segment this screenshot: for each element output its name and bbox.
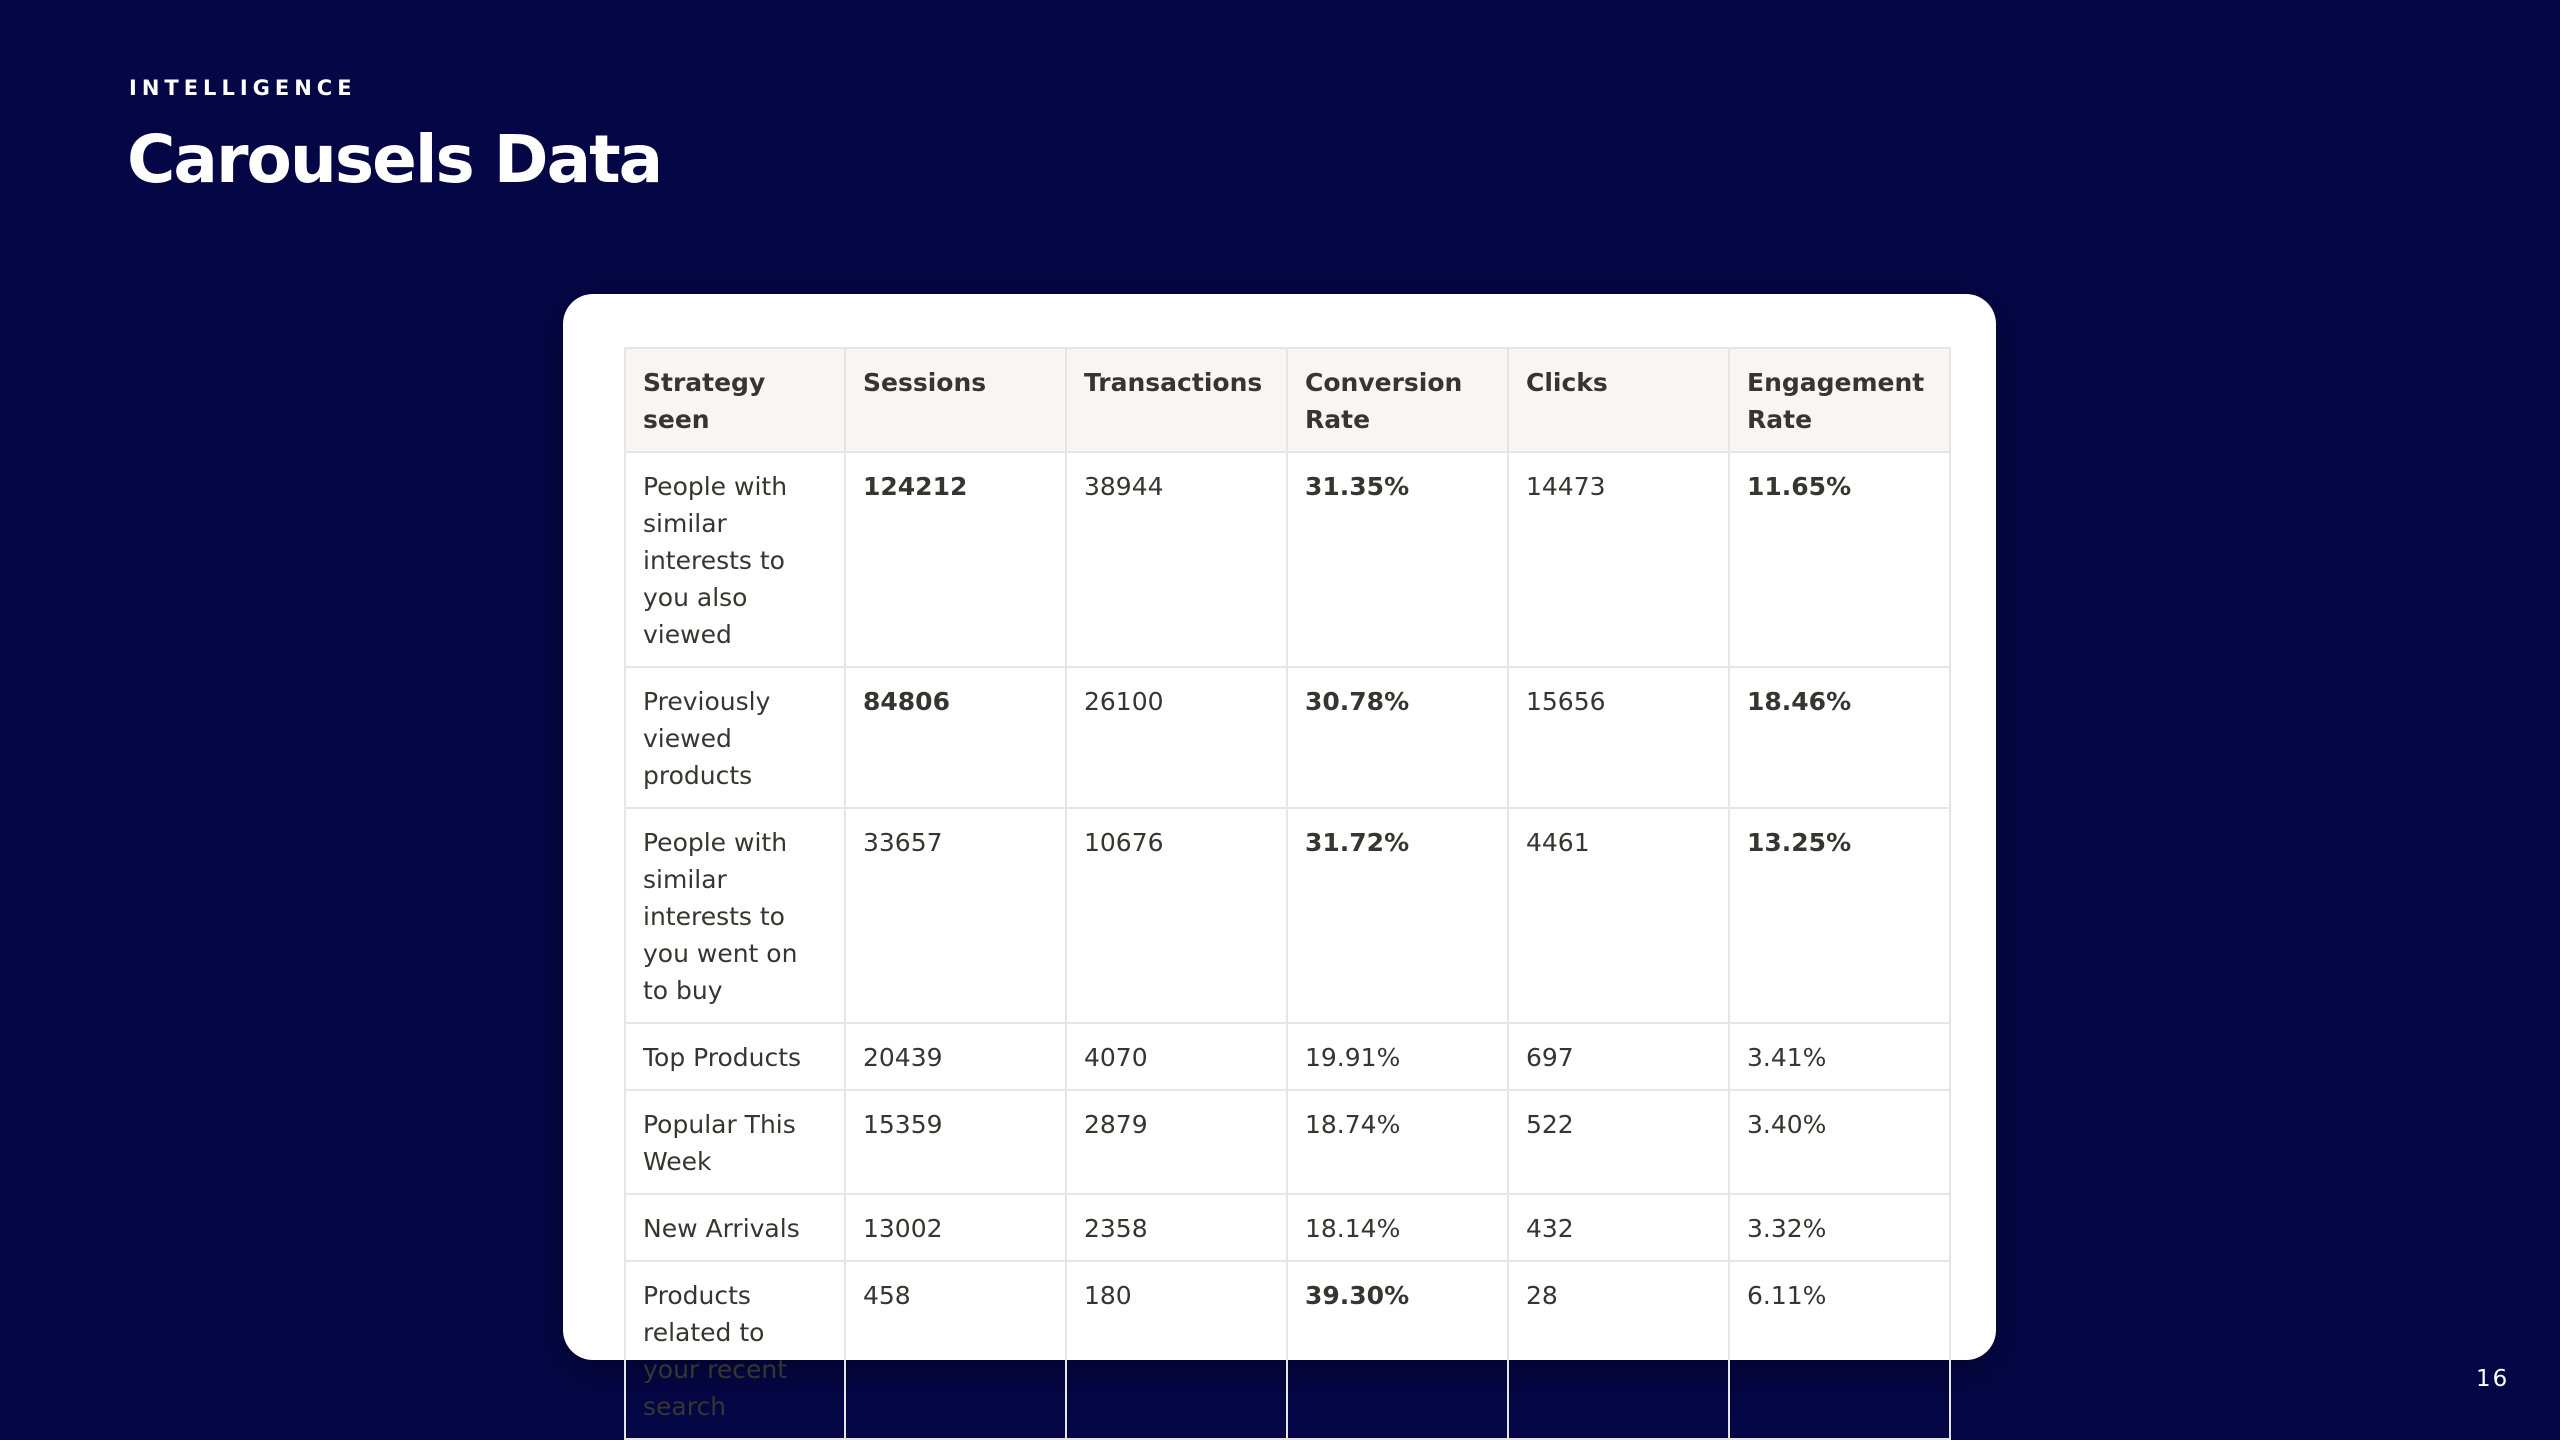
cell-sessions: 84806 [845,667,1066,808]
header-conversion-rate: Conversion Rate [1287,348,1508,452]
cell-engagement-rate: 11.65% [1729,452,1950,667]
cell-transactions: 180 [1066,1261,1287,1439]
cell-sessions: 13002 [845,1194,1066,1261]
cell-conversion-rate: 31.72% [1287,808,1508,1023]
cell-transactions: 10676 [1066,808,1287,1023]
header-sessions: Sessions [845,348,1066,452]
cell-transactions: 2879 [1066,1090,1287,1194]
cell-transactions: 38944 [1066,452,1287,667]
cell-strategy-seen: Top Products [625,1023,845,1090]
cell-clicks: 432 [1508,1194,1729,1261]
cell-strategy-seen: Previously viewed products [625,667,845,808]
cell-clicks: 697 [1508,1023,1729,1090]
table-row [625,1023,1950,1090]
cell-transactions: 2358 [1066,1194,1287,1261]
table-header [625,348,1950,452]
cell-clicks: 522 [1508,1090,1729,1194]
cell-clicks: 28 [1508,1261,1729,1439]
table-row [625,808,1950,1023]
header-clicks: Clicks [1508,348,1729,452]
cell-conversion-rate: 30.78% [1287,667,1508,808]
cell-clicks: 15656 [1508,667,1729,808]
table-row [625,667,1950,808]
table-row [625,1194,1950,1261]
cell-engagement-rate: 3.40% [1729,1090,1950,1194]
cell-transactions: 4070 [1066,1023,1287,1090]
cell-sessions: 33657 [845,808,1066,1023]
cell-strategy-seen: New Arrivals [625,1194,845,1261]
cell-clicks: 14473 [1508,452,1729,667]
cell-strategy-seen: Products related to your recent search [625,1261,845,1439]
header-engagement-rate: Engagement Rate [1729,348,1950,452]
cell-engagement-rate: 3.41% [1729,1023,1950,1090]
cell-engagement-rate: 13.25% [1729,808,1950,1023]
cell-conversion-rate: 19.91% [1287,1023,1508,1090]
header-transactions: Transactions [1066,348,1287,452]
cell-conversion-rate: 31.35% [1287,452,1508,667]
table-row [625,1261,1950,1439]
cell-sessions: 20439 [845,1023,1066,1090]
carousels-data-table [624,347,1951,1440]
cell-strategy-seen: Popular This Week [625,1090,845,1194]
cell-sessions: 15359 [845,1090,1066,1194]
table-body [625,452,1950,1439]
table-row [625,1090,1950,1194]
cell-sessions: 124212 [845,452,1066,667]
cell-conversion-rate: 18.74% [1287,1090,1508,1194]
table-header-row [625,348,1950,452]
cell-conversion-rate: 39.30% [1287,1261,1508,1439]
cell-clicks: 4461 [1508,808,1729,1023]
cell-sessions: 458 [845,1261,1066,1439]
cell-engagement-rate: 3.32% [1729,1194,1950,1261]
cell-strategy-seen: People with similar interests to you also viewed [625,452,845,667]
slide-title: Carousels Data [127,121,662,198]
cell-engagement-rate: 18.46% [1729,667,1950,808]
table-card [563,294,1996,1421]
table-row [625,452,1950,667]
header-strategy-seen: Strategy seen [625,348,845,452]
cell-transactions: 26100 [1066,667,1287,808]
cell-strategy-seen: People with similar interests to you went on to buy [625,808,845,1023]
page-number: 16 [2476,1366,2510,1392]
cell-engagement-rate: 6.11% [1729,1261,1950,1439]
cell-conversion-rate: 18.14% [1287,1194,1508,1261]
slide-eyebrow: INTELLIGENCE [129,76,357,100]
